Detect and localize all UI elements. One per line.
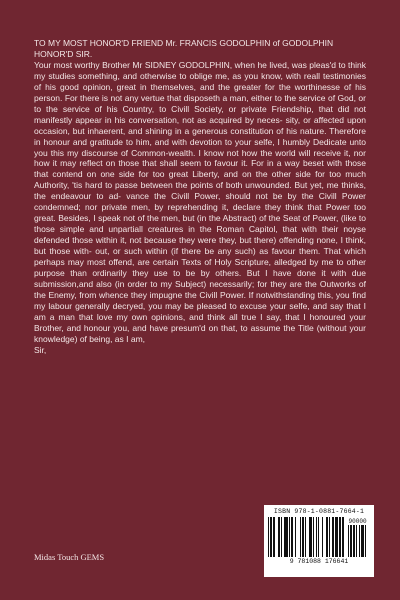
barcode-bar xyxy=(342,517,343,557)
barcode-digits: 9 781088 176641 xyxy=(289,558,349,565)
isbn-label: ISBN 978-1-0881-7664-1 xyxy=(273,508,365,515)
closing: Sir, xyxy=(34,344,47,355)
addon-bars xyxy=(348,525,368,557)
dedication-letter xyxy=(34,38,366,356)
price-code: 90000 xyxy=(348,518,367,525)
barcode-addon xyxy=(348,518,368,557)
letter-body: Your most worthy Brother Mr SIDNEY GODOLPHIN, when he lived, was pleas'd to think my studies something, and otherwise to oblige me, as you know, with reall testimonies of his good opinion, great in themselves, and the greater for the worthinesse of his person. For there is not any vertue that disposeth a man, either to the service of God, or to the service of his Country, to Civill Society, or private Friendship, that did not manifestly appear in his conversation, not as acquired by neces- sity, or affected upon occasion, but inhaerent, and shining in a generous constitution of his nature. Therefore in honour and gratitude to him, and with devotion to your selfe, I humbly Dedicate unto you this my discourse of Common-wealth. I know not how the world will receive it, nor how it may reflect on those that shall seem to favour it. For in a way beset with those that contend on one side for too great Liberty, and on the other side for too much Authority, 'tis hard to passe between the points of both unwounded. But yet, me thinks, the endeavour to ad- vance the Civill Power, should not be by the Civill Power condemned; nor private men, by reprehending it, declare they think that Power too great. Besides, I speak not of the men, but (in the Abstract) of the Seat of Power, (like to those simple and unpartiall creatures in the Roman Capitol, that with their noyse defended those within it, not because they were they, but there) offending none, I think, but those with- out, or such within (if there be any such) as favour them. That which perhaps may most offend, are certain Texts of Holy Scripture, alledged by me to other purpose than ordinarily they use to be by others. But I have done it with due submission,and also (in order to my Subject) necessarily; for they are the Outworks of the Enemy, from whence they impugne the Civill Power. If notwithstanding this, you find my labour generally decryed, you may be pleased to excuse your selfe, and say that I am a man that love my own opinions, and think all true I say, that I honoured your Brother, and honour you, and have presum'd on that, to assume the Title (without your knowledge) of being, as I am, xyxy=(34,59,366,344)
barcode-bars xyxy=(268,517,344,557)
barcode-row xyxy=(264,515,374,557)
dedication-heading: TO MY MOST HONOR'D FRIEND Mr. FRANCIS GODOLPHIN of GODOLPHIN xyxy=(34,38,334,48)
salutation: HONOR'D SIR. xyxy=(34,48,93,59)
barcode-bar xyxy=(366,525,368,557)
publisher-name: Midas Touch GEMS xyxy=(34,552,105,562)
isbn-barcode xyxy=(264,505,374,577)
